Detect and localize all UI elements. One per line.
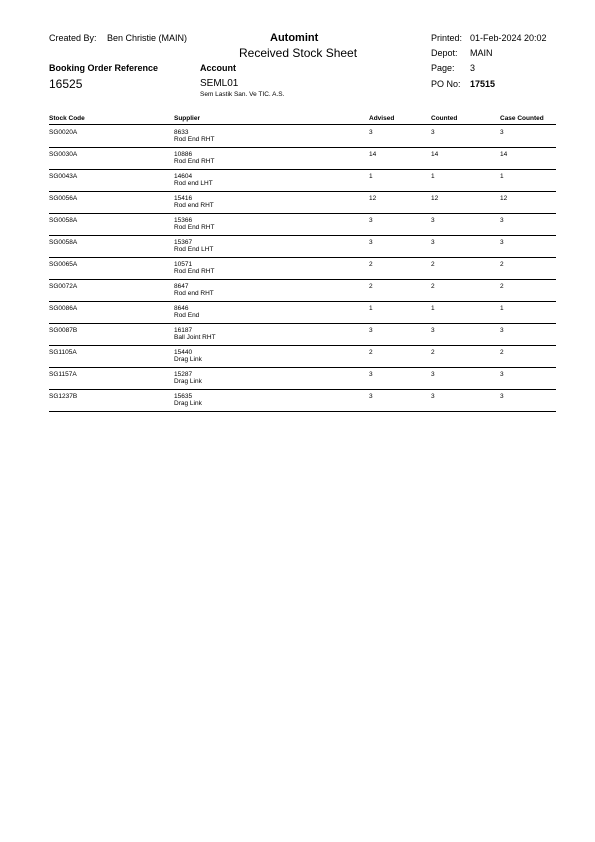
col-header-stock-code: Stock Code — [49, 115, 85, 122]
table-row — [0, 236, 595, 258]
cell-case-counted: 3 — [500, 393, 504, 400]
cell-advised: 2 — [369, 283, 373, 290]
cell-case-counted: 2 — [500, 283, 504, 290]
cell-description: Ball Joint RHT — [174, 334, 216, 341]
table-row — [0, 280, 595, 302]
cell-case-counted: 3 — [500, 327, 504, 334]
table-row — [0, 192, 595, 214]
table-row — [0, 324, 595, 346]
cell-code: SG1237B — [49, 393, 78, 400]
cell-supplier-code: 15416 — [174, 195, 193, 202]
cell-advised: 3 — [369, 371, 373, 378]
cell-description: Rod End RHT — [174, 158, 215, 165]
sheet-title: Received Stock Sheet — [239, 46, 358, 60]
cell-supplier-code: 8633 — [174, 129, 189, 136]
cell-advised: 1 — [369, 305, 373, 312]
col-header-case-counted: Case Counted — [500, 115, 544, 122]
table-row — [0, 258, 595, 280]
cell-case-counted: 2 — [500, 261, 504, 268]
printed-label: Printed: — [431, 33, 463, 43]
cell-description: Drag Link — [174, 356, 202, 363]
cell-counted: 3 — [431, 129, 435, 136]
cell-counted: 2 — [431, 261, 435, 268]
cell-counted: 3 — [431, 393, 435, 400]
page-label: Page: — [431, 63, 455, 73]
cell-code: SG0086A — [49, 305, 78, 312]
account-value: SEML01 — [200, 78, 239, 89]
col-header-counted: Counted — [431, 115, 458, 122]
booking-ref-label: Booking Order Reference — [49, 63, 159, 73]
cell-supplier-code: 10886 — [174, 151, 193, 158]
cell-supplier-code: 8647 — [174, 283, 189, 290]
col-header-advised: Advised — [369, 115, 395, 122]
table-row — [0, 148, 595, 170]
cell-supplier-code: 15635 — [174, 393, 193, 400]
cell-counted: 1 — [431, 305, 435, 312]
depot-value: MAIN — [470, 48, 493, 58]
page-value: 3 — [470, 63, 476, 73]
cell-code: SG0058A — [49, 239, 78, 246]
cell-advised: 2 — [369, 349, 373, 356]
cell-advised: 12 — [369, 195, 377, 202]
cell-description: Rod end LHT — [174, 180, 213, 187]
cell-counted: 12 — [431, 195, 439, 202]
table-row — [0, 302, 595, 324]
col-header-supplier: Supplier — [174, 115, 201, 122]
cell-supplier-code: 15287 — [174, 371, 193, 378]
cell-counted: 1 — [431, 173, 435, 180]
cell-code: SG0056A — [49, 195, 78, 202]
cell-description: Rod end RHT — [174, 202, 214, 209]
cell-code: SG0020A — [49, 129, 78, 136]
cell-code: SG0072A — [49, 283, 78, 290]
cell-supplier-code: 15367 — [174, 239, 193, 246]
cell-description: Drag Link — [174, 378, 202, 385]
cell-counted: 3 — [431, 327, 435, 334]
cell-description: Rod End — [174, 312, 200, 319]
cell-supplier-code: 16187 — [174, 327, 193, 334]
cell-description: Rod End RHT — [174, 268, 215, 275]
cell-code: SG1105A — [49, 349, 77, 356]
cell-code: SG0058A — [49, 217, 78, 224]
table-row — [0, 368, 595, 390]
cell-case-counted: 3 — [500, 239, 504, 246]
cell-supplier-code: 14604 — [174, 173, 193, 180]
cell-advised: 3 — [369, 239, 373, 246]
account-label: Account — [200, 63, 236, 73]
cell-counted: 14 — [431, 151, 439, 158]
po-value: 17515 — [470, 79, 496, 89]
cell-advised: 1 — [369, 173, 373, 180]
cell-description: Drag Link — [174, 400, 202, 407]
printed-value: 01-Feb-2024 20:02 — [470, 33, 547, 43]
cell-advised: 3 — [369, 129, 373, 136]
cell-case-counted: 2 — [500, 349, 504, 356]
cell-supplier-code: 15440 — [174, 349, 193, 356]
cell-code: SG0043A — [49, 173, 78, 180]
table-header-divider — [49, 124, 556, 125]
table-row — [0, 126, 595, 148]
cell-advised: 14 — [369, 151, 377, 158]
cell-supplier-code: 8646 — [174, 305, 189, 312]
cell-advised: 3 — [369, 327, 373, 334]
table-row — [0, 346, 595, 368]
cell-code: SG0065A — [49, 261, 78, 268]
table-row — [0, 390, 595, 412]
cell-description: Rod End RHT — [174, 136, 215, 143]
cell-supplier-code: 15366 — [174, 217, 193, 224]
cell-case-counted: 3 — [500, 217, 504, 224]
created-by-value: Ben Christie (MAIN) — [107, 33, 188, 43]
cell-counted: 3 — [431, 217, 435, 224]
cell-code: SG0030A — [49, 151, 78, 158]
table-row — [0, 214, 595, 236]
cell-counted: 2 — [431, 283, 435, 290]
cell-advised: 3 — [369, 217, 373, 224]
created-by-label: Created By: — [49, 33, 97, 43]
cell-description: Rod end RHT — [174, 290, 214, 297]
cell-description: Rod End RHT — [174, 224, 215, 231]
cell-advised: 3 — [369, 393, 373, 400]
cell-case-counted: 3 — [500, 371, 504, 378]
depot-label: Depot: — [431, 48, 458, 58]
cell-description: Rod End LHT — [174, 246, 214, 253]
cell-code: SG1157A — [49, 371, 77, 378]
account-name: Sem Lastik San. Ve TIC. A.S. — [200, 91, 285, 98]
cell-counted: 2 — [431, 349, 435, 356]
cell-case-counted: 12 — [500, 195, 508, 202]
table-row — [0, 170, 595, 192]
po-label: PO No: — [431, 79, 461, 89]
cell-counted: 3 — [431, 239, 435, 246]
booking-ref-value: 16525 — [49, 77, 83, 91]
cell-counted: 3 — [431, 371, 435, 378]
cell-advised: 2 — [369, 261, 373, 268]
cell-case-counted: 1 — [500, 305, 504, 312]
cell-code: SG0087B — [49, 327, 78, 334]
cell-supplier-code: 10571 — [174, 261, 193, 268]
row-divider — [49, 411, 556, 412]
cell-case-counted: 1 — [500, 173, 504, 180]
company-name: Automint — [270, 32, 319, 44]
cell-case-counted: 3 — [500, 129, 504, 136]
cell-case-counted: 14 — [500, 151, 508, 158]
